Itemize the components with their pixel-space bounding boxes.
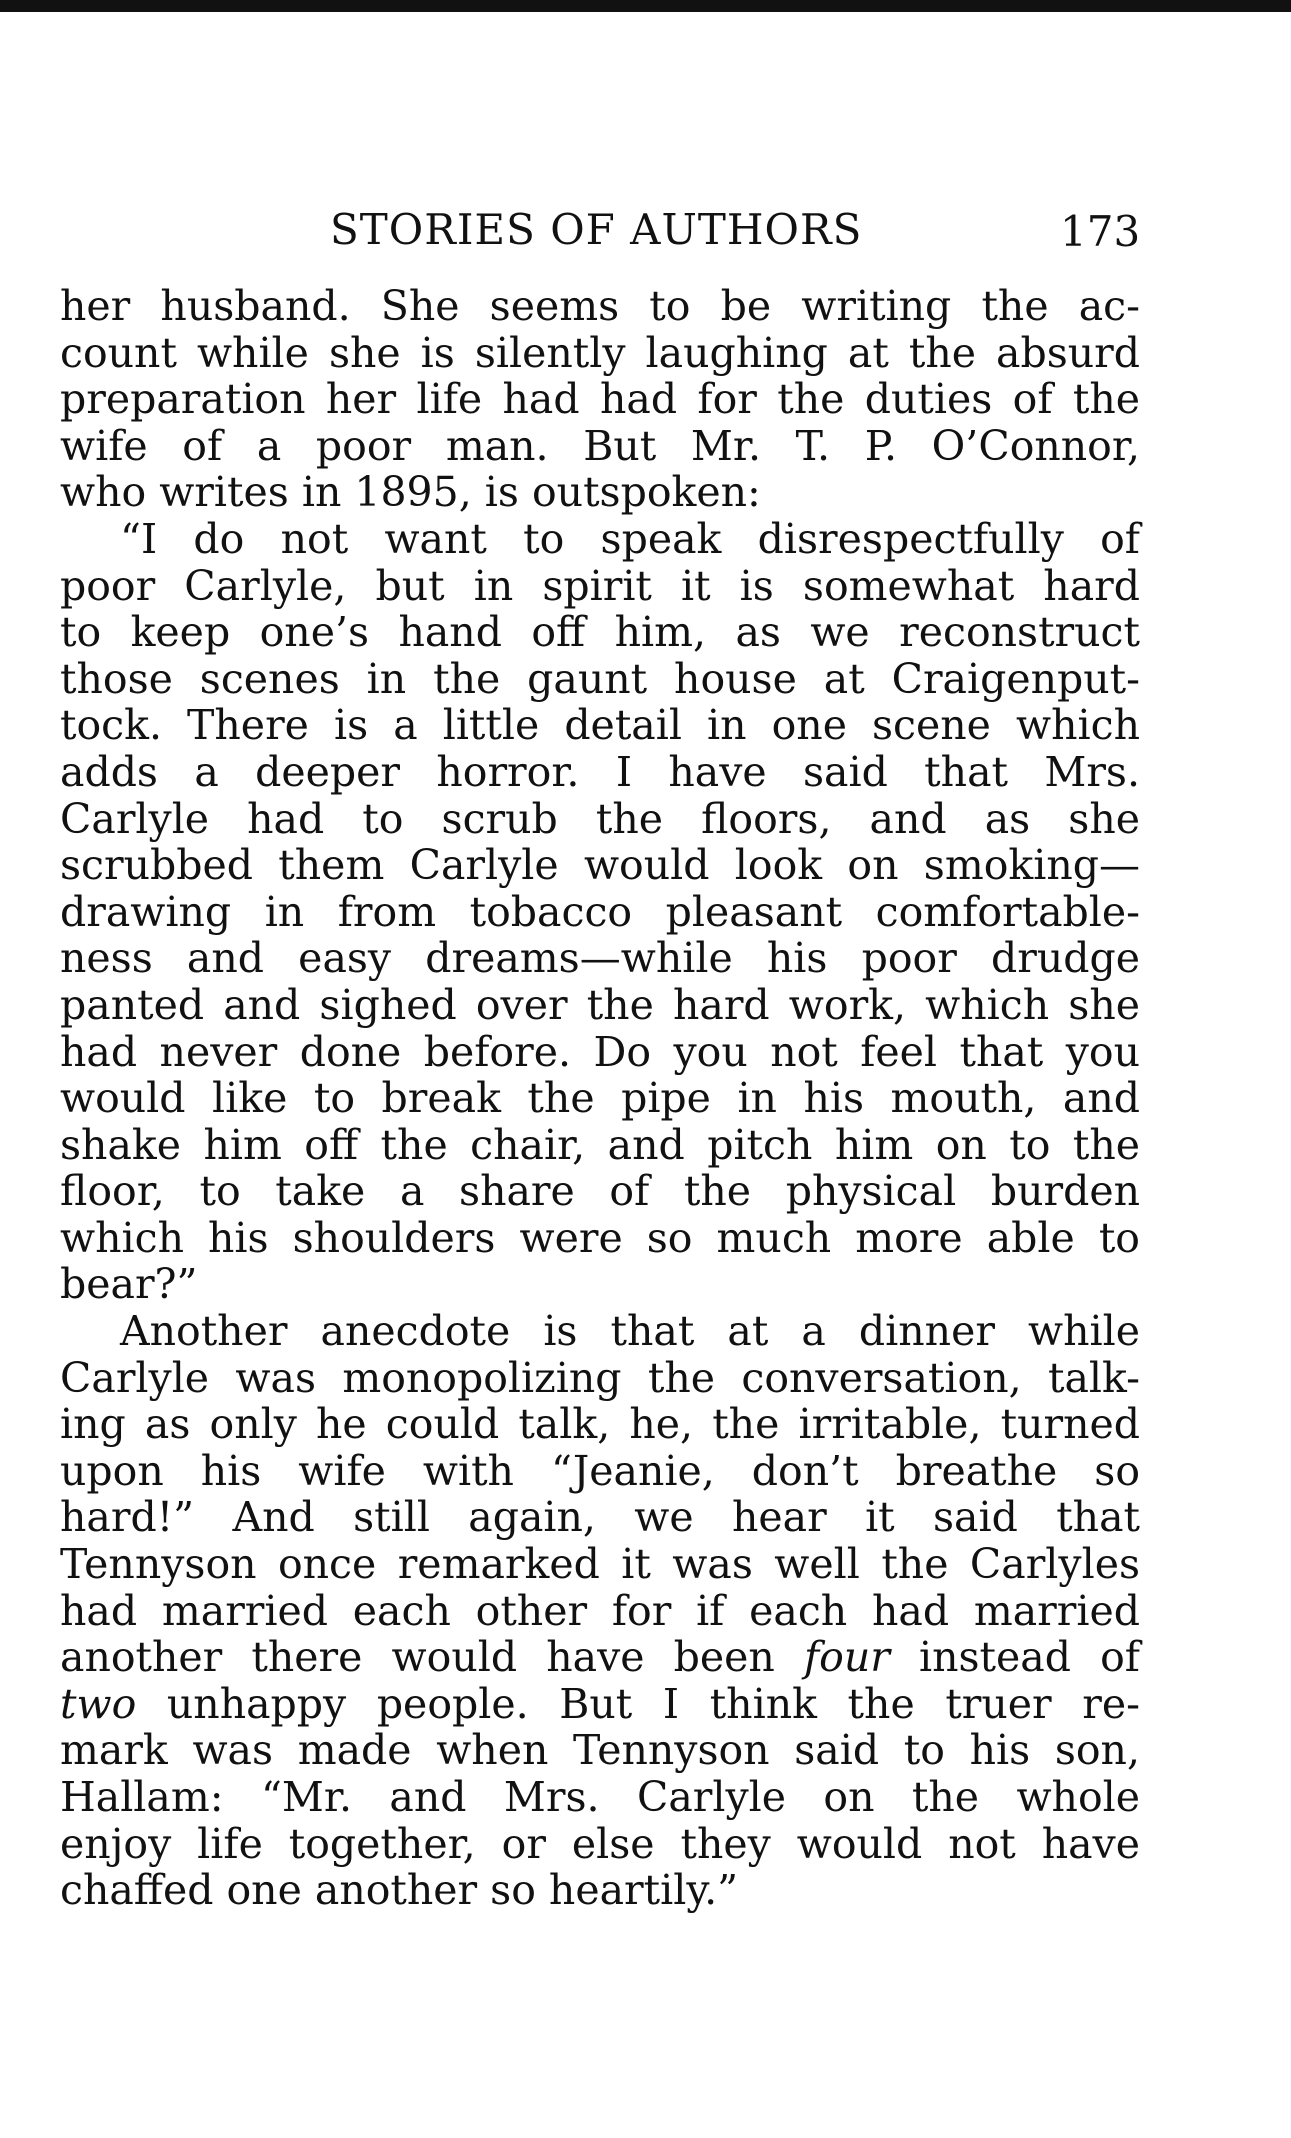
- page-top-rule: [0, 0, 1291, 12]
- text-line: her husband. She seems to be writing the ac-: [60, 282, 1140, 330]
- text-line: those scenes in the gaunt house at Craigenput-: [60, 654, 1140, 703]
- text-line: upon his wife with “Jeanie, don’t breathe so: [60, 1446, 1140, 1495]
- text-line: enjoy life together, or else they would not have: [60, 1819, 1140, 1868]
- text-line: poor Carlyle, but in spirit it is somewhat hard: [60, 561, 1140, 610]
- text-line: to keep one’s hand off him, as we reconstruct: [60, 608, 1140, 657]
- text-line: chaffed one another so heartily.”: [60, 1866, 739, 1915]
- page-header: [0, 205, 1291, 265]
- text-line: Hallam: “Mr. and Mrs. Carlyle on the whole: [60, 1773, 1140, 1821]
- page-number: 173: [1060, 207, 1141, 256]
- text-segment: another there would have been: [60, 1633, 775, 1682]
- italic-word: four: [803, 1633, 890, 1682]
- text-line: floor, to take a share of the physical burden: [60, 1167, 1140, 1216]
- text-line: who writes in 1895, is outspoken:: [60, 468, 761, 517]
- text-line: bear?”: [60, 1260, 198, 1309]
- text-line: mark was made when Tennyson said to his son,: [60, 1726, 1140, 1775]
- text-line: scrubbed them Carlyle would look on smoking—: [60, 841, 1140, 890]
- text-line: count while she is silently laughing at the absurd: [60, 328, 1140, 377]
- text-line: drawing in from tobacco pleasant comfortable-: [60, 887, 1140, 936]
- text-line: wife of a poor man. But Mr. T. P. O’Connor,: [60, 421, 1140, 470]
- body-text: [60, 283, 1140, 1914]
- text-line: which his shoulders were so much more able to: [60, 1213, 1140, 1262]
- text-line: had never done before. Do you not feel that you: [60, 1027, 1140, 1076]
- text-line: had married each other for if each had married: [60, 1586, 1140, 1635]
- text-line: tock. There is a little detail in one scene which: [60, 701, 1140, 750]
- running-head: STORIES OF AUTHORS: [330, 205, 863, 254]
- text-line: ness and easy dreams—while his poor drudge: [60, 934, 1140, 983]
- text-line: “I do not want to speak disrespectfully of: [120, 514, 1140, 563]
- text-line: Another anecdote is that at a dinner while: [120, 1307, 1140, 1356]
- text-line: [60, 1681, 1140, 1728]
- text-line: would like to break the pipe in his mouth, and: [60, 1074, 1140, 1123]
- text-line: Carlyle had to scrub the floors, and as she: [60, 794, 1140, 843]
- text-line: Tennyson once remarked it was well the Carlyles: [60, 1540, 1140, 1589]
- text-segment: unhappy people. But I think the truer re-: [166, 1679, 1140, 1728]
- text-line: panted and sighed over the hard work, which she: [60, 980, 1140, 1029]
- text-line: Carlyle was monopolizing the conversation, talk-: [60, 1353, 1140, 1402]
- text-line: preparation her life had had for the duties of the: [60, 375, 1140, 424]
- text-line: hard!” And still again, we hear it said that: [60, 1493, 1140, 1542]
- text-line: [60, 1634, 1140, 1681]
- text-line: ing as only he could talk, he, the irritable, turned: [60, 1400, 1140, 1449]
- text-line: shake him off the chair, and pitch him on to the: [60, 1120, 1140, 1169]
- text-segment: instead of: [918, 1633, 1140, 1682]
- text-line: adds a deeper horror. I have said that Mrs.: [60, 747, 1140, 796]
- italic-word: two: [60, 1679, 137, 1728]
